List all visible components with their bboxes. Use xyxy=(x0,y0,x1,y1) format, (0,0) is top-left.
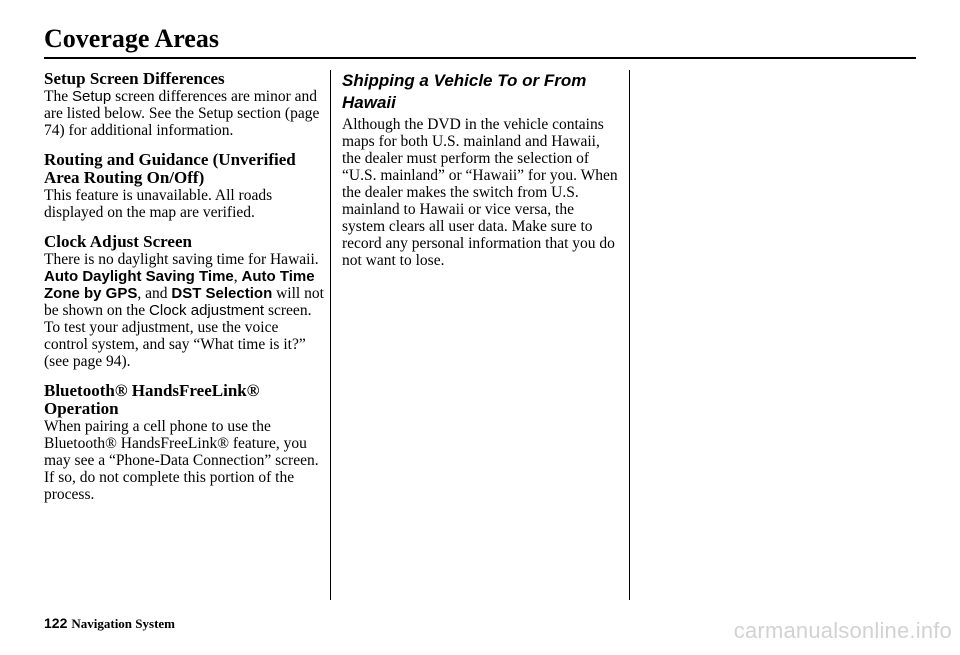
clock-adjust-heading: Clock Adjust Screen xyxy=(44,232,192,251)
section-clock-adjust xyxy=(44,233,324,370)
page-title: Coverage Areas xyxy=(44,24,219,53)
clock-text-1: There is no daylight saving time for Hawaii. xyxy=(44,251,319,268)
clock-text-3: , and xyxy=(137,285,172,302)
clock-adjust-body xyxy=(44,251,324,370)
setup-text-1: The xyxy=(44,88,72,105)
clock-option-dst-selection: DST Selection xyxy=(171,285,273,302)
footer-label: Navigation System xyxy=(71,616,175,631)
setup-differences-heading: Setup Screen Differences xyxy=(44,69,225,88)
clock-option-auto-dst: Auto Daylight Saving Time xyxy=(44,268,234,285)
page-number: 122 xyxy=(44,615,68,631)
clock-text-2: , xyxy=(233,268,242,285)
page-footer xyxy=(44,615,175,633)
bluetooth-heading: Bluetooth® HandsFreeLink® Operation xyxy=(44,381,260,418)
bluetooth-body: When pairing a cell phone to use the Bluetooth® HandsFreeLink® feature, you may see a “Phone-Data Connection” screen. If so, do not complete this portion of the process. xyxy=(44,418,319,503)
left-column xyxy=(44,70,324,515)
clock-ui-term: Clock adjustment xyxy=(149,302,265,319)
setup-ui-term: Setup xyxy=(71,88,112,105)
setup-text-2: screen differences are minor and are listed below. See the Setup section (page 74) for additional information. xyxy=(44,88,320,139)
section-bluetooth xyxy=(44,382,324,503)
clock-option-auto-timezone: Auto Time Zone by GPS xyxy=(44,268,315,302)
section-routing-guidance xyxy=(44,151,324,221)
section-shipping-hawaii xyxy=(342,70,620,269)
section-setup-differences xyxy=(44,70,324,139)
column-divider-2 xyxy=(629,70,630,600)
routing-guidance-heading: Routing and Guidance (Unverified Area Routing On/Off) xyxy=(44,150,296,187)
clock-text-5: screen. To test your adjustment, use the voice control system, and say “What time is it?” (see page 94). xyxy=(44,302,312,370)
shipping-body: Although the DVD in the vehicle contains maps for both U.S. mainland and Hawaii, the dealer must perform the selection of “U.S. mainland” or “Hawaii” for you. When the dealer makes the switch from U.S. mainland to Hawaii or vice versa, the system clears all user data. Make sure to record any personal information that you do not want to lose. xyxy=(342,116,618,269)
setup-differences-body xyxy=(44,88,324,139)
clock-text-4: will not be shown on the xyxy=(44,285,324,319)
shipping-heading: Shipping a Vehicle To or From Hawaii xyxy=(342,71,587,112)
column-divider-1 xyxy=(330,70,331,600)
middle-column xyxy=(342,70,620,281)
watermark: carmanualsonline.info xyxy=(733,618,952,643)
title-rule xyxy=(44,57,916,59)
routing-guidance-body: This feature is unavailable. All roads displayed on the map are verified. xyxy=(44,187,273,221)
